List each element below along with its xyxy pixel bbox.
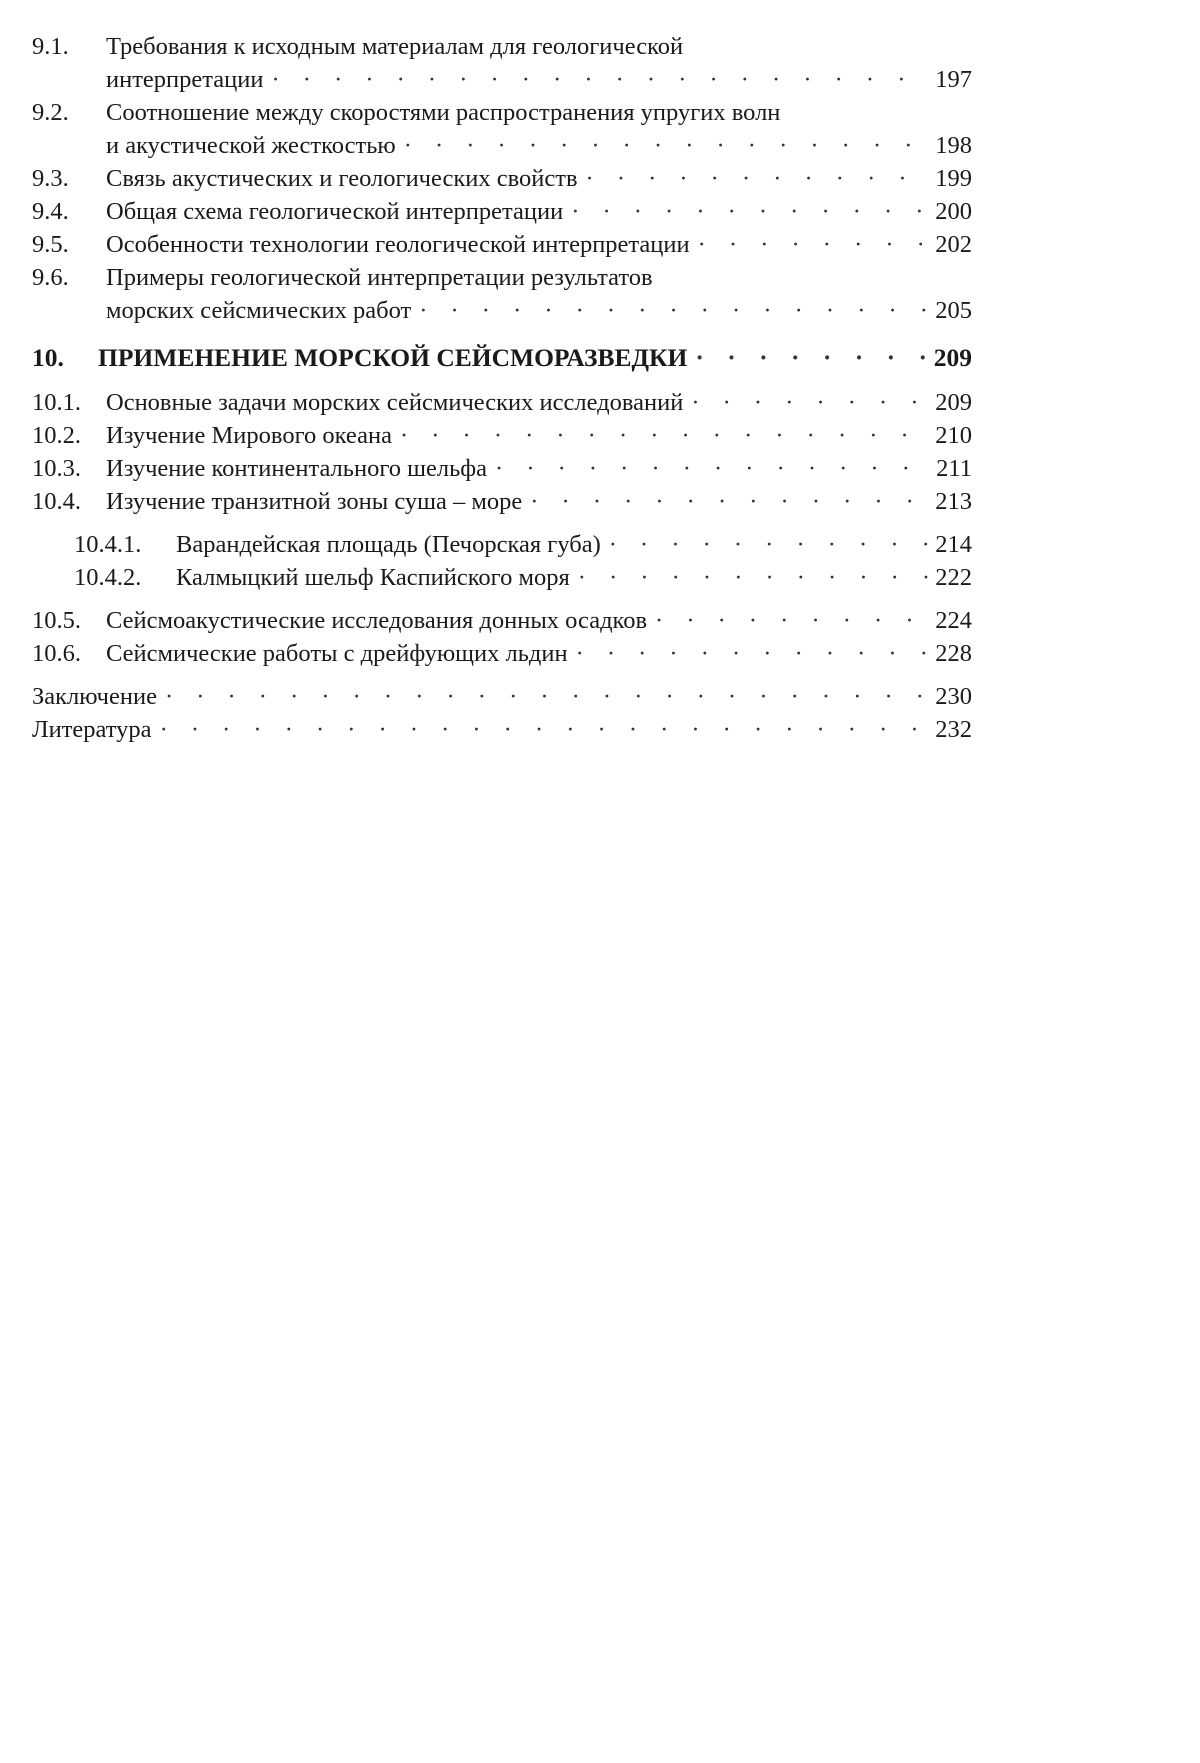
- toc-page-number: 230: [935, 683, 972, 710]
- toc-page-number: 197: [935, 66, 972, 93]
- toc-entry-10-4-1: [32, 528, 972, 561]
- dot-leader: [691, 386, 928, 419]
- toc-entry-10-2: [32, 419, 972, 452]
- chapter-number: 10.: [32, 343, 64, 372]
- chapter-title: ПРИМЕНЕНИЕ МОРСКОЙ СЕЙСМОРАЗВЕДКИ: [98, 343, 688, 372]
- table-of-contents: [32, 30, 972, 746]
- toc-entry-10-1: [32, 386, 972, 419]
- toc-number: 9.1.: [32, 33, 69, 60]
- toc-page-number: 202: [935, 231, 972, 258]
- toc-number: 10.6.: [32, 640, 81, 667]
- toc-entry-9-4: [32, 195, 972, 228]
- toc-title: Изучение Мирового океана: [106, 422, 392, 449]
- dot-leader: [530, 485, 928, 518]
- toc-page-number: 224: [935, 607, 972, 634]
- toc-entry-9-6: [32, 261, 972, 327]
- dot-leader: [655, 604, 928, 637]
- toc-number: 10.4.2.: [74, 564, 142, 591]
- dot-leader: [695, 341, 928, 374]
- dot-leader: [576, 637, 928, 670]
- toc-page-number: 205: [935, 297, 972, 324]
- toc-number: 10.3.: [32, 455, 81, 482]
- toc-title: и акустической жесткостью: [106, 132, 396, 159]
- dot-leader: [272, 63, 928, 96]
- dot-leader: [578, 561, 928, 594]
- toc-title-line: Соотношение между скоростями распространения упругих волн: [106, 99, 781, 126]
- toc-title: Особенности технологии геологической интерпретации: [106, 231, 690, 258]
- toc-page-number: 211: [936, 455, 972, 482]
- toc-title-line: Требования к исходным материалам для геологической: [106, 33, 684, 60]
- toc-number: 9.2.: [32, 99, 69, 126]
- toc-title: Изучение континентального шельфа: [106, 455, 488, 482]
- toc-title-line: Примеры геологической интерпретации результатов: [106, 264, 653, 291]
- toc-number: 9.3.: [32, 165, 69, 192]
- toc-title: интерпретации: [106, 66, 264, 93]
- toc-page-number: 210: [935, 422, 972, 449]
- toc-page-number: 209: [935, 389, 972, 416]
- toc-title: Литература: [32, 716, 152, 743]
- dot-leader: [609, 528, 928, 561]
- toc-entry-10-5: [32, 604, 972, 637]
- toc-number: 10.5.: [32, 607, 81, 634]
- dot-leader: [495, 452, 928, 485]
- toc-entry-references: [32, 713, 972, 746]
- toc-title: Заключение: [32, 683, 157, 710]
- toc-entry-10-4-2: [32, 561, 972, 594]
- toc-title: Связь акустических и геологических свойств: [106, 165, 578, 192]
- dot-leader: [419, 294, 928, 327]
- toc-page-number: 213: [935, 488, 972, 515]
- toc-title: Варандейская площадь (Печорская губа): [176, 531, 601, 558]
- toc-number: 10.4.: [32, 488, 81, 515]
- toc-number: 9.5.: [32, 231, 69, 258]
- toc-number: 10.4.1.: [74, 531, 142, 558]
- dot-leader: [586, 162, 928, 195]
- toc-number: 10.2.: [32, 422, 81, 449]
- toc-title: морских сейсмических работ: [106, 297, 412, 324]
- dot-leader: [571, 195, 928, 228]
- toc-entry-10-3: [32, 452, 972, 485]
- toc-entry-9-5: [32, 228, 972, 261]
- dot-leader: [404, 129, 928, 162]
- toc-page-number: 222: [935, 564, 972, 591]
- toc-title: Калмыцкий шельф Каспийского моря: [176, 564, 570, 591]
- toc-entry-10-4: [32, 485, 972, 518]
- toc-entry-conclusion: [32, 680, 972, 713]
- dot-leader: [698, 228, 928, 261]
- toc-title: Сейсмические работы с дрейфующих льдин: [106, 640, 568, 667]
- toc-title: Сейсмоакустические исследования донных осадков: [106, 607, 648, 634]
- toc-page-number: 209: [933, 343, 972, 372]
- toc-title: Основные задачи морских сейсмических исследований: [106, 389, 684, 416]
- toc-title: Изучение транзитной зоны суша – море: [106, 488, 523, 515]
- toc-page-number: 228: [935, 640, 972, 667]
- dot-leader: [165, 680, 928, 713]
- toc-entry-10-6: [32, 637, 972, 670]
- toc-entry-9-2: [32, 96, 972, 162]
- toc-title: Общая схема геологической интерпретации: [106, 198, 564, 225]
- toc-page-number: 232: [935, 716, 972, 743]
- toc-number: 9.6.: [32, 264, 69, 291]
- toc-page-number: 214: [935, 531, 972, 558]
- toc-entry-9-1: [32, 30, 972, 96]
- toc-number: 10.1.: [32, 389, 81, 416]
- dot-leader: [400, 419, 928, 452]
- toc-entry-9-3: [32, 162, 972, 195]
- toc-chapter-10: [32, 341, 972, 374]
- toc-page-number: 200: [935, 198, 972, 225]
- toc-page-number: 198: [935, 132, 972, 159]
- toc-number: 9.4.: [32, 198, 69, 225]
- dot-leader: [160, 713, 928, 746]
- toc-page-number: 199: [935, 165, 972, 192]
